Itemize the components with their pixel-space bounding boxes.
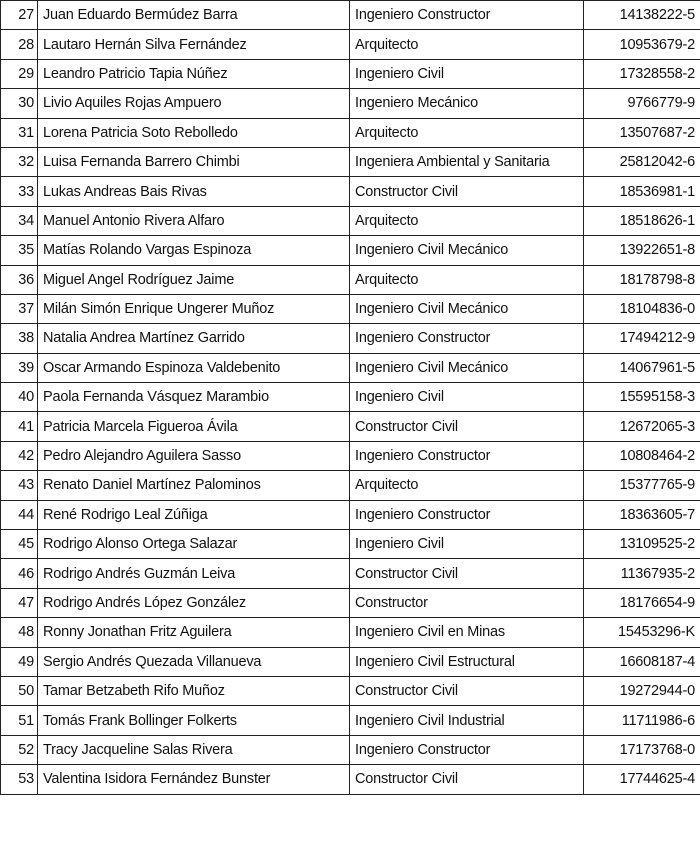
row-number-cell: 45: [1, 530, 38, 559]
person-name-cell: Rodrigo Alonso Ortega Salazar: [38, 530, 350, 559]
person-name-cell: Manuel Antonio Rivera Alfaro: [38, 206, 350, 235]
table-row: [1, 236, 700, 265]
rut-id-cell: 18176654-9: [584, 588, 700, 617]
row-number-cell: 31: [1, 118, 38, 147]
person-name-cell: Natalia Andrea Martínez Garrido: [38, 324, 350, 353]
row-number-cell: 35: [1, 236, 38, 265]
profession-cell: Ingeniero Civil Mecánico: [350, 294, 584, 323]
row-number-cell: 52: [1, 735, 38, 764]
row-number-cell: 32: [1, 147, 38, 176]
row-number-cell: 53: [1, 765, 38, 794]
profession-cell: Constructor Civil: [350, 765, 584, 794]
rut-id-cell: 17744625-4: [584, 765, 700, 794]
profession-cell: Ingeniera Ambiental y Sanitaria: [350, 147, 584, 176]
person-name-cell: Tomás Frank Bollinger Folkerts: [38, 706, 350, 735]
person-name-cell: Tracy Jacqueline Salas Rivera: [38, 735, 350, 764]
table-row: [1, 30, 700, 59]
table-row: [1, 412, 700, 441]
table-row: [1, 353, 700, 382]
table-row: [1, 59, 700, 88]
profession-cell: Ingeniero Civil: [350, 530, 584, 559]
profession-cell: Arquitecto: [350, 206, 584, 235]
person-name-cell: Milán Simón Enrique Ungerer Muñoz: [38, 294, 350, 323]
table-row: [1, 706, 700, 735]
table-row: [1, 383, 700, 412]
profession-cell: Ingeniero Mecánico: [350, 89, 584, 118]
table-body: [1, 1, 700, 795]
rut-id-cell: 17328558-2: [584, 59, 700, 88]
profession-cell: Arquitecto: [350, 30, 584, 59]
table-row: [1, 441, 700, 470]
table-row: [1, 530, 700, 559]
table-row: [1, 1, 700, 30]
rut-id-cell: 11711986-6: [584, 706, 700, 735]
table-row: [1, 765, 700, 794]
person-name-cell: Miguel Angel Rodríguez Jaime: [38, 265, 350, 294]
rut-id-cell: 25812042-6: [584, 147, 700, 176]
person-name-cell: Lorena Patricia Soto Rebolledo: [38, 118, 350, 147]
row-number-cell: 29: [1, 59, 38, 88]
row-number-cell: 30: [1, 89, 38, 118]
row-number-cell: 33: [1, 177, 38, 206]
table-row: [1, 89, 700, 118]
rut-id-cell: 18518626-1: [584, 206, 700, 235]
rut-id-cell: 18536981-1: [584, 177, 700, 206]
table-row: [1, 324, 700, 353]
rut-id-cell: 13922651-8: [584, 236, 700, 265]
person-name-cell: Patricia Marcela Figueroa Ávila: [38, 412, 350, 441]
profession-cell: Ingeniero Civil Estructural: [350, 647, 584, 676]
row-number-cell: 27: [1, 1, 38, 30]
row-number-cell: 47: [1, 588, 38, 617]
row-number-cell: 49: [1, 647, 38, 676]
table-row: [1, 177, 700, 206]
person-name-cell: Sergio Andrés Quezada Villanueva: [38, 647, 350, 676]
profession-cell: Ingeniero Constructor: [350, 735, 584, 764]
profession-cell: Ingeniero Constructor: [350, 324, 584, 353]
person-name-cell: Pedro Alejandro Aguilera Sasso: [38, 441, 350, 470]
rut-id-cell: 15377765-9: [584, 471, 700, 500]
table-row: [1, 294, 700, 323]
rut-id-cell: 18104836-0: [584, 294, 700, 323]
profession-cell: Ingeniero Constructor: [350, 500, 584, 529]
rut-id-cell: 9766779-9: [584, 89, 700, 118]
person-name-cell: Luisa Fernanda Barrero Chimbi: [38, 147, 350, 176]
rut-id-cell: 11367935-2: [584, 559, 700, 588]
table-row: [1, 647, 700, 676]
row-number-cell: 51: [1, 706, 38, 735]
person-name-cell: Matías Rolando Vargas Espinoza: [38, 236, 350, 265]
profession-cell: Ingeniero Constructor: [350, 1, 584, 30]
row-number-cell: 42: [1, 441, 38, 470]
table-row: [1, 206, 700, 235]
rut-id-cell: 10808464-2: [584, 441, 700, 470]
person-name-cell: Valentina Isidora Fernández Bunster: [38, 765, 350, 794]
row-number-cell: 44: [1, 500, 38, 529]
profession-cell: Ingeniero Civil en Minas: [350, 618, 584, 647]
profession-cell: Ingeniero Constructor: [350, 441, 584, 470]
row-number-cell: 48: [1, 618, 38, 647]
table-row: [1, 147, 700, 176]
rut-id-cell: 10953679-2: [584, 30, 700, 59]
person-name-cell: Lautaro Hernán Silva Fernández: [38, 30, 350, 59]
person-name-cell: Tamar Betzabeth Rifo Muñoz: [38, 676, 350, 705]
person-name-cell: Leandro Patricio Tapia Núñez: [38, 59, 350, 88]
profession-cell: Constructor Civil: [350, 559, 584, 588]
person-name-cell: Lukas Andreas Bais Rivas: [38, 177, 350, 206]
row-number-cell: 41: [1, 412, 38, 441]
profession-cell: Constructor Civil: [350, 412, 584, 441]
rut-id-cell: 14138222-5: [584, 1, 700, 30]
table-row: [1, 588, 700, 617]
row-number-cell: 36: [1, 265, 38, 294]
table-row: [1, 500, 700, 529]
rut-id-cell: 16608187-4: [584, 647, 700, 676]
profession-cell: Arquitecto: [350, 118, 584, 147]
person-name-cell: Rodrigo Andrés López González: [38, 588, 350, 617]
person-name-cell: Oscar Armando Espinoza Valdebenito: [38, 353, 350, 382]
profession-cell: Ingeniero Civil Mecánico: [350, 236, 584, 265]
rut-id-cell: 18178798-8: [584, 265, 700, 294]
profession-cell: Ingeniero Civil: [350, 59, 584, 88]
rut-id-cell: 19272944-0: [584, 676, 700, 705]
person-name-cell: Rodrigo Andrés Guzmán Leiva: [38, 559, 350, 588]
rut-id-cell: 17173768-0: [584, 735, 700, 764]
profession-cell: Ingeniero Civil Industrial: [350, 706, 584, 735]
row-number-cell: 43: [1, 471, 38, 500]
row-number-cell: 34: [1, 206, 38, 235]
person-name-cell: Juan Eduardo Bermúdez Barra: [38, 1, 350, 30]
person-name-cell: Livio Aquiles Rojas Ampuero: [38, 89, 350, 118]
table-row: [1, 265, 700, 294]
row-number-cell: 46: [1, 559, 38, 588]
row-number-cell: 50: [1, 676, 38, 705]
table-row: [1, 118, 700, 147]
table-row: [1, 618, 700, 647]
person-name-cell: René Rodrigo Leal Zúñiga: [38, 500, 350, 529]
row-number-cell: 40: [1, 383, 38, 412]
table-row: [1, 559, 700, 588]
profession-cell: Constructor: [350, 588, 584, 617]
person-name-cell: Renato Daniel Martínez Palominos: [38, 471, 350, 500]
profession-cell: Constructor Civil: [350, 676, 584, 705]
row-number-cell: 37: [1, 294, 38, 323]
profession-cell: Ingeniero Civil: [350, 383, 584, 412]
table-row: [1, 735, 700, 764]
rut-id-cell: 18363605-7: [584, 500, 700, 529]
rut-id-cell: 15453296-K: [584, 618, 700, 647]
profession-cell: Arquitecto: [350, 265, 584, 294]
rut-id-cell: 13507687-2: [584, 118, 700, 147]
profession-cell: Ingeniero Civil Mecánico: [350, 353, 584, 382]
table-row: [1, 676, 700, 705]
row-number-cell: 38: [1, 324, 38, 353]
profession-cell: Arquitecto: [350, 471, 584, 500]
rut-id-cell: 14067961-5: [584, 353, 700, 382]
rut-id-cell: 12672065-3: [584, 412, 700, 441]
rut-id-cell: 17494212-9: [584, 324, 700, 353]
rut-id-cell: 15595158-3: [584, 383, 700, 412]
table-row: [1, 471, 700, 500]
profession-cell: Constructor Civil: [350, 177, 584, 206]
person-name-cell: Paola Fernanda Vásquez Marambio: [38, 383, 350, 412]
person-name-cell: Ronny Jonathan Fritz Aguilera: [38, 618, 350, 647]
row-number-cell: 28: [1, 30, 38, 59]
rut-id-cell: 13109525-2: [584, 530, 700, 559]
row-number-cell: 39: [1, 353, 38, 382]
